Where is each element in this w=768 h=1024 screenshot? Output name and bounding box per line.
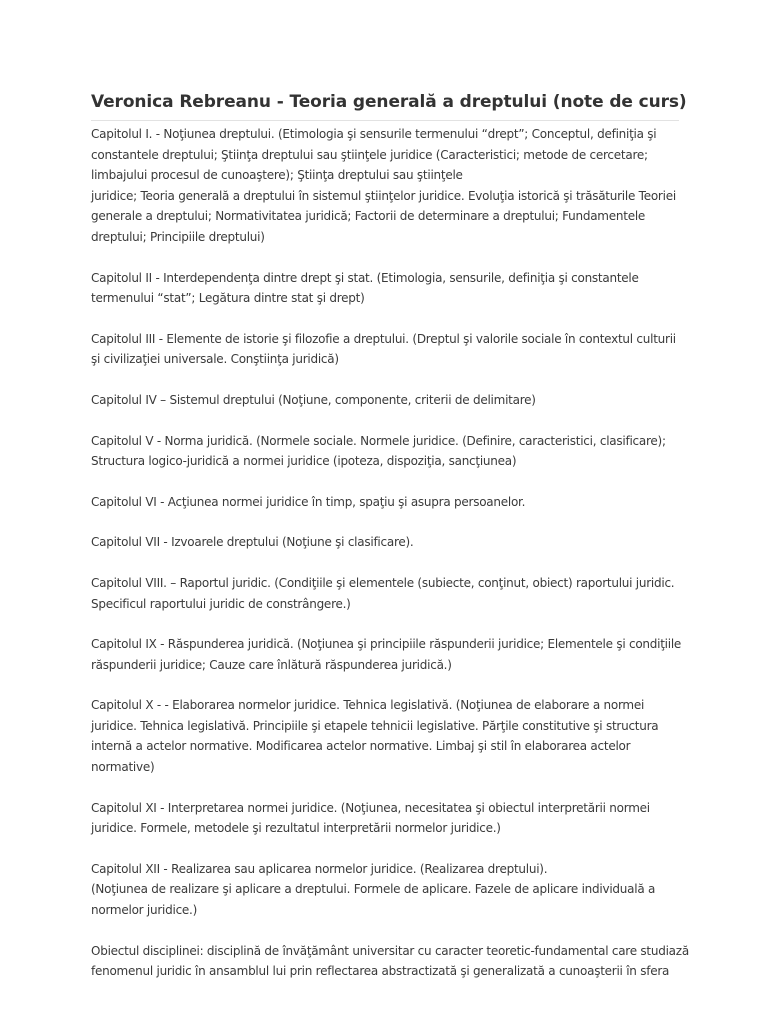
text-line: fenomenul juridic în ansamblul lui prin reflectarea abstractizată şi generalizată a cunoaşterii în sfera — [91, 964, 670, 979]
text-line: (Noţiunea de realizare şi aplicare a dreptului. Formele de aplicare. Fazele de aplicare individuală a — [91, 882, 656, 897]
text-line: Capitolul I. - Noţiunea dreptului. (Etimologia şi sensurile termenului “drept”; Conceptul, definiţia şi — [91, 127, 657, 141]
paragraph-cap-3 — [91, 329, 683, 370]
paragraph-cap-8 — [91, 573, 683, 614]
text-line: Capitolul XII - Realizarea sau aplicarea normelor juridice. (Realizarea dreptului). — [91, 861, 548, 876]
text-line: dreptului; Principiile dreptului) — [91, 229, 265, 244]
paragraph-cap-12 — [91, 859, 683, 921]
text-line: Capitolul IX - Răspunderea juridică. (Noţiunea şi principiile răspunderii juridice; Elementele şi condiţiile — [91, 637, 682, 652]
paragraph-cap-9 — [91, 634, 683, 675]
text-line: Capitolul III - Elemente de istorie şi filozofie a dreptului. (Dreptul şi valorile sociale în contextul culturii — [91, 331, 676, 346]
text-line: constantele dreptului; Ştiinţa dreptului sau ştiinţele juridice (Caracteristici; metode de cercetare; — [91, 147, 648, 162]
paragraph-cap-7 — [91, 532, 683, 553]
text-line: limbajului procesul de cunoaştere); Ştiinţa dreptului sau ştiinţele — [91, 168, 463, 183]
text-line: juridice. Tehnica legislativă. Principiile şi etapele tehnicii legislative. Părţile constitutive şi structura — [91, 718, 659, 733]
document-title: Veronica Rebreanu - Teoria generală a dreptului (note de curs) — [91, 92, 687, 112]
paragraph-cap-10 — [91, 695, 683, 777]
paragraph-cap-2 — [91, 268, 683, 309]
text-line: termenului “stat”; Legătura dintre stat şi drept) — [91, 291, 365, 306]
paragraph-obiect — [91, 941, 689, 982]
paragraph-cap-4 — [91, 390, 683, 411]
text-line: Capitolul VII - Izvoarele dreptului (Noţiune şi clasificare). — [91, 535, 414, 550]
paragraph-cap-5 — [91, 431, 683, 472]
text-line: Specificul raportului juridic de constrângere.) — [91, 596, 351, 611]
text-line: şi civilizaţiei universale. Conştiinţa juridică) — [91, 352, 339, 367]
text-line: Capitolul II - Interdependenţa dintre drept şi stat. (Etimologia, sensurile, definiţia şi constantele — [91, 270, 639, 285]
text-line: normelor juridice.) — [91, 903, 198, 918]
text-line: Capitolul IV – Sistemul dreptului (Noţiune, componente, criterii de delimitare) — [91, 392, 536, 407]
text-line: Obiectul disciplinei: disciplină de învăţământ universitar cu caracter teoretic-fundamental care studiază — [91, 943, 689, 958]
text-line: generale a dreptului; Normativitatea juridică; Factorii de determinare a dreptului; Fundamentele — [91, 209, 646, 224]
paragraph-cap-1 — [91, 124, 683, 248]
text-line: Capitolul X - - Elaborarea normelor juridice. Tehnica legislativă. (Noţiunea de elaborare a normei — [91, 698, 645, 713]
text-line: Structura logico-juridică a normei juridice (ipoteza, dispoziţia, sancţiunea) — [91, 454, 517, 469]
text-line: Capitolul V - Norma juridică. (Normele sociale. Normele juridice. (Definire, caracteristici, clasificare); — [91, 433, 666, 448]
text-line: Capitolul VI - Acţiunea normei juridice în timp, spaţiu şi asupra persoanelor. — [91, 494, 526, 509]
text-line: internă a actelor normative. Modificarea actelor normative. Limbaj şi stil în elaborarea actelor — [91, 739, 631, 754]
text-line: normative) — [91, 760, 155, 775]
text-line: Capitolul XI - Interpretarea normei juridice. (Noţiunea, necesitatea şi obiectul interpretării normei — [91, 800, 650, 815]
title-divider — [91, 120, 679, 121]
document-body — [91, 124, 689, 1002]
text-line: juridice; Teoria generală a dreptului în sistemul ştiinţelor juridice. Evoluţia istorică şi trăsăturile Teoriei — [91, 188, 676, 203]
text-line: juridice. Formele, metodele şi rezultatul interpretării normelor juridice.) — [91, 821, 501, 836]
text-line: răspunderii juridice; Cauze care înlătură răspunderea juridică.) — [91, 657, 452, 672]
paragraph-cap-6 — [91, 492, 683, 513]
paragraph-cap-11 — [91, 798, 683, 839]
text-line: Capitolul VIII. – Raportul juridic. (Condiţiile şi elementele (subiecte, conţinut, obiect) raportului juridic. — [91, 575, 675, 590]
